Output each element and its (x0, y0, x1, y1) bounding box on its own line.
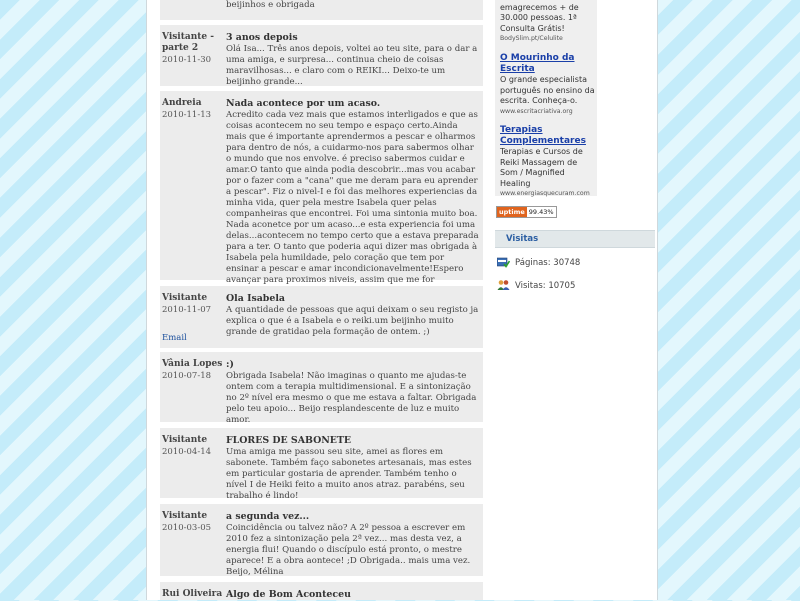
ad-title[interactable]: Terapias Complementares (500, 125, 586, 146)
entry-date: 2010-11-07 (162, 305, 212, 315)
ad-text: emagrecemos + de 30.000 pessoas. 1ª Consulta Grátis! (500, 2, 579, 33)
uptime-label: uptime (499, 208, 525, 216)
visits-stat (497, 279, 575, 292)
ad-item[interactable] (500, 53, 595, 117)
pages-stat (497, 257, 580, 268)
entry-date: 2010-03-05 (162, 523, 212, 533)
guestbook-entry (160, 504, 483, 576)
guestbook-entry (160, 352, 483, 425)
entry-body: A quantidade de pessoas que aqui deixam o seu registo ja explica o que é a Isabela e o reiki.um beijinho muito grande de gratidao pela formação de ontem. ;) (226, 305, 479, 337)
guestbook-entry (160, 25, 483, 86)
entry-body: Uma amiga me passou seu site, amei as flores em sabonete. Também faço sabonetes artesanais, mas estes em particular gostaria de aprender. Também tenho o nível I de Heiki feito a muito anos atraz. parabéns, seu trabalho é lindo! (226, 447, 472, 501)
entry-title: a segunda vez... (226, 511, 310, 522)
visits-count: Visitas: 10705 (515, 280, 576, 291)
uptime-value: 99.43% (528, 208, 554, 216)
entry-date: 2010-07-18 (162, 371, 212, 381)
visits-header-label: Visitas (506, 234, 539, 244)
ad-url[interactable]: www.energiasquecuram.com (500, 190, 590, 197)
entry-author: Andreia (162, 98, 202, 108)
entry-title: Algo de Bom Aconteceu (226, 589, 351, 600)
guestbook-entry (160, 91, 483, 285)
entry-date: 2010-11-30 (162, 55, 212, 65)
email-link[interactable]: Email (162, 333, 187, 343)
entry-date: 2010-04-14 (162, 447, 212, 457)
ad-item[interactable] (500, 125, 595, 200)
entry-title: Ola Isabela (226, 293, 285, 304)
entry-date: 2010-11-13 (162, 110, 212, 120)
entry-author: Visitante (162, 511, 208, 521)
entry-author: Visitante - parte 2 (162, 32, 215, 53)
ads-box (495, 0, 597, 196)
entry-author: Visitante (162, 435, 208, 445)
ad-url[interactable]: www.escritacriativa.org (500, 107, 573, 115)
ad-title[interactable]: O Mourinho da Escrita (500, 53, 575, 74)
entry-author: Visitante (162, 293, 208, 303)
entry-author: Vânia Lopes (162, 359, 223, 369)
users-group-icon (497, 279, 510, 292)
guestbook-entry (160, 286, 483, 348)
entry-body: Obrigada Isabela! Não imaginas o quanto me ajudas-te ontem com a terapia multidimensional. E a sintonização no 2º nível era mesmo o que me estava a faltar. Obrigada pelo teu apoio... Beijo resplandescente de luz e muito amor. (226, 371, 477, 425)
ad-item[interactable] (500, 0, 595, 45)
ad-text: Terapias e Cursos de Reiki Massagem de Som / Magnified Healing (500, 147, 583, 188)
entry-body: beijinhos e obrigada (226, 0, 315, 10)
entry-author: Rui Oliveira (162, 589, 223, 599)
visits-header (495, 230, 655, 248)
sidebar (495, 0, 655, 600)
guestbook-entry (160, 582, 483, 600)
ad-text: O grande especialista português no ensino da escrita. Conheça-o. (500, 75, 595, 105)
entry-body: Coincidência ou talvez não? A 2º pessoa a escrever em 2010 fez a sintonização pela 2ª vez... mas desta vez, a energia flui! Quando o discípulo está pronto, o mestre aparece! E a obra aontece! ;D Obrigada.. mais uma vez. Beijo, Mélina (226, 523, 471, 577)
ad-url[interactable]: BodySlim.pt/Celulite (500, 35, 563, 42)
entry-title: Nada acontece por um acaso. (226, 98, 381, 109)
guestbook-entry (160, 428, 483, 501)
entry-body: Acredito cada vez mais que estamos interligados e que as coisas acontecem no seu tempo e espaço certo.Ainda mais que é importante aprendermos a pescar e olharmos para dentro de nós, a cuidarmo-nos para sabermos olhar o mundo que nos envolve. é preciso sabermos cuidar e amar.O tanto que ainda podia descobrir...mas vou acabar por o fazer com a "cana" que me deram para eu aprender a pescar". Fiz o nivel-I e foi das melhores experiencias da minha vida, quer pela mestre Isabela quer pelas companheiras que encontrei. Foi uma sintonia muito boa. Nada aconetce por um acaso...e esta experiencia foi uma delas...acontecem no tempo certo que a estava preparada para a ter. O tanto que poderia aqui dizer mas obrigada à Isabela pela humildade, pelo coração que tem por ensinar a pescar e amar incondicionavelmente!Espero avançar para proximos niveis, assim que me for (226, 110, 479, 285)
guestbook-entry (160, 0, 483, 20)
pages-count: Páginas: 30748 (515, 257, 581, 268)
entry-title: FLORES DE SABONETE (226, 435, 352, 446)
guestbook-list (160, 0, 483, 600)
entry-title: 3 anos depois (226, 32, 298, 43)
entry-title: :) (226, 359, 234, 370)
uptime-badge[interactable] (496, 206, 557, 218)
entry-body: Olá Isa... Três anos depois, voltei ao teu site, para o dar a uma amiga, e surpresa... continua cheio de coisas maravilhosas... e claro com o REIKI... Deixo-te um beijinho grande... (226, 44, 478, 87)
pages-counter-icon (497, 257, 510, 268)
